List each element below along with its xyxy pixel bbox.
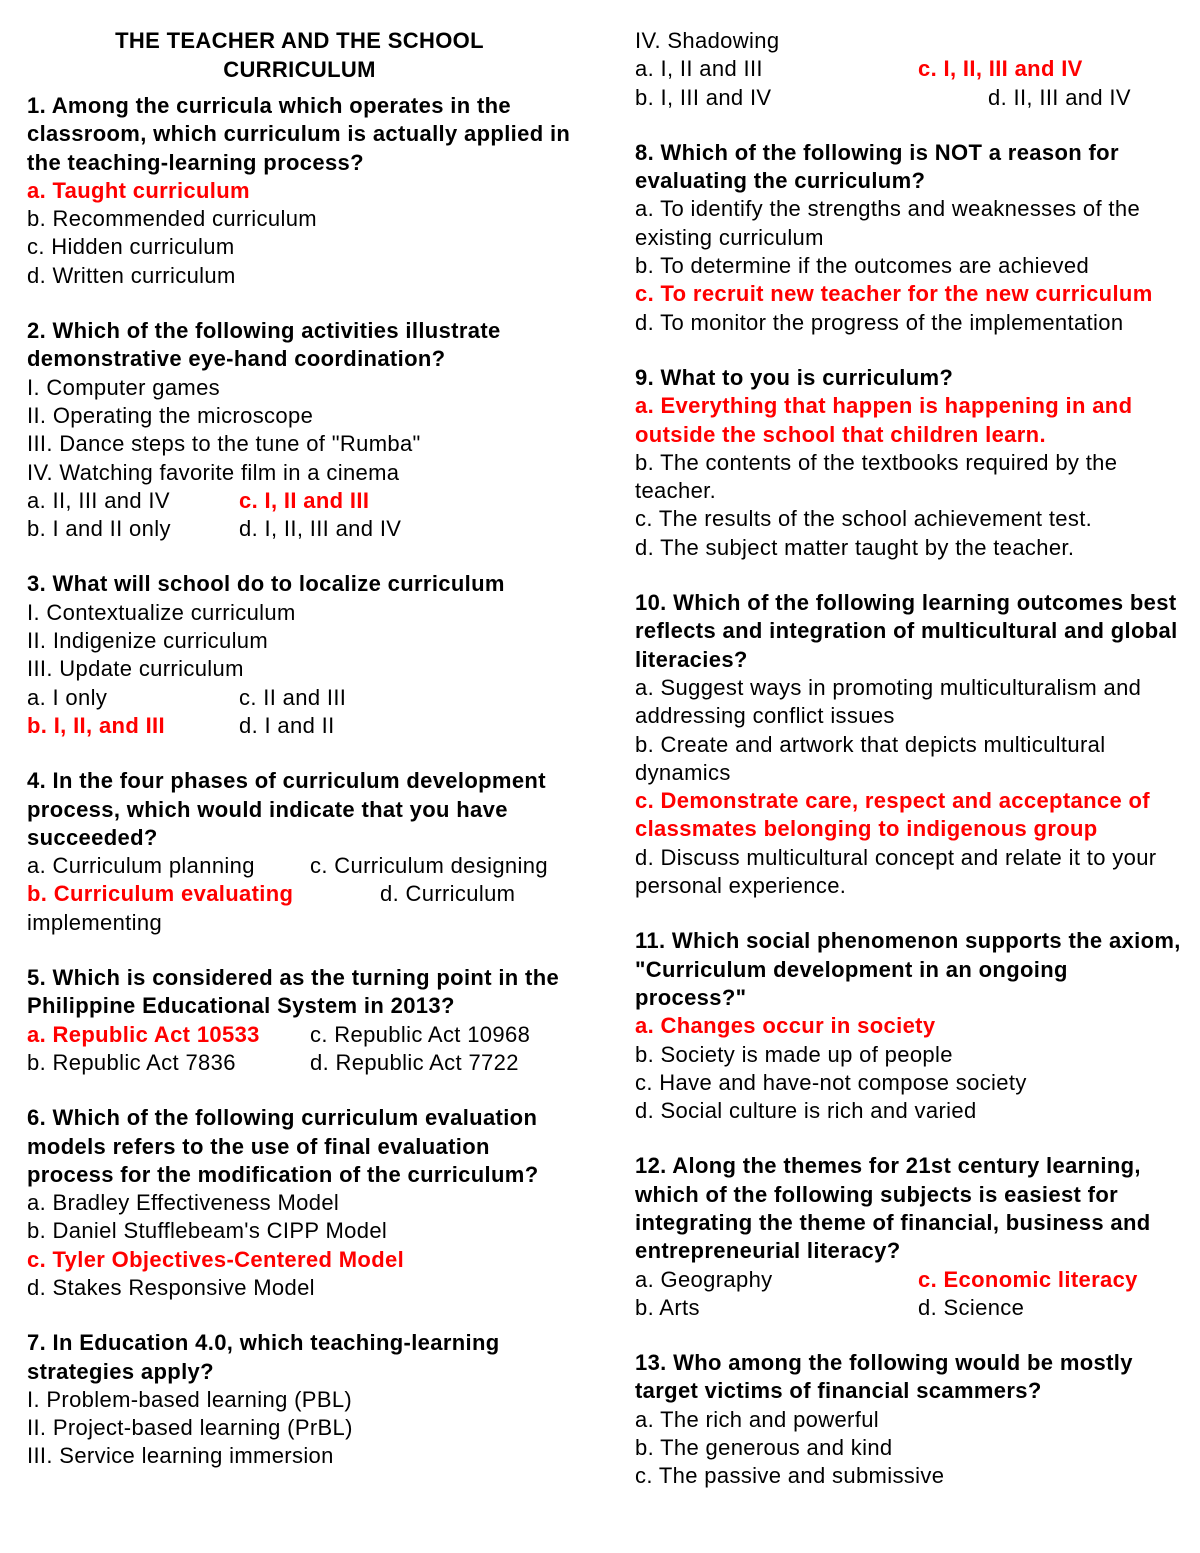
question-2 [27, 317, 572, 543]
q2-item-1: I. Computer games [27, 374, 221, 400]
left-column [27, 27, 572, 1498]
q11-option-a-answer: a. Changes occur in society [635, 1013, 936, 1039]
q13-option-a: a. The rich and powerful [635, 1406, 880, 1432]
q6-option-d: d. Stakes Responsive Model [27, 1274, 315, 1300]
q5-option-a-answer: a. Republic Act 10533 [27, 1021, 260, 1047]
question-5-text: 5. Which is considered as the turning point in the Philippine Educational System in 2013? [27, 965, 560, 1019]
question-8 [635, 139, 1185, 337]
q9-option-a-answer: a. Everything that happen is happening in and outside the school that children learn. [635, 393, 1133, 447]
q9-option-b: b. The contents of the textbooks required by the teacher. [635, 449, 1118, 504]
question-9-text: 9. What to you is curriculum? [635, 364, 954, 390]
q8-option-c-answer: c. To recruit new teacher for the new curriculum [635, 281, 1153, 307]
q4-option-c: c. Curriculum designing [310, 853, 548, 879]
question-7-continued [635, 27, 1185, 112]
q2-option-c-answer: c. I, II and III [239, 487, 370, 513]
q7-item-3: III. Service learning immersion [27, 1443, 334, 1469]
q12-options-row-2 [635, 1294, 1185, 1322]
q10-option-d: d. Discuss multicultural concept and relate it to your personal experience. [635, 844, 1157, 899]
question-2-text: 2. Which of the following activities illustrate demonstrative eye-hand coordination? [27, 318, 501, 372]
q1-option-a-answer: a. Taught curriculum [27, 177, 250, 203]
q7-item-4: IV. Shadowing [635, 28, 780, 53]
q2-options-row-2 [27, 515, 572, 543]
question-12-text: 12. Along the themes for 21st century learning, which of the following subjects is easiest for integrating the theme of financial, business and entrepreneurial literacy? [635, 1153, 1151, 1264]
q12-option-a: a. Geography [635, 1266, 773, 1292]
question-10 [635, 589, 1185, 900]
q8-option-b: b. To determine if the outcomes are achieved [635, 253, 1090, 279]
q12-options-row-1 [635, 1266, 1185, 1294]
q3-option-a: a. I only [27, 684, 108, 710]
q5-options-row-1 [27, 1021, 572, 1049]
q6-option-b: b. Daniel Stufflebeam's CIPP Model [27, 1218, 388, 1244]
question-11 [635, 927, 1185, 1125]
q5-option-c: c. Republic Act 10968 [310, 1021, 531, 1047]
question-13-text: 13. Who among the following would be mostly target victims of financial scammers? [635, 1350, 1133, 1404]
q3-option-d: d. I and II [239, 712, 335, 738]
question-8-text: 8. Which of the following is NOT a reason for evaluating the curriculum? [635, 139, 1119, 194]
q7-item-2: II. Project-based learning (PrBL) [27, 1415, 353, 1441]
question-13 [635, 1349, 1185, 1490]
q1-option-c: c. Hidden curriculum [27, 234, 235, 260]
q2-option-b: b. I and II only [27, 516, 171, 542]
q2-option-a: a. II, III and IV [27, 487, 170, 513]
question-9 [635, 364, 1185, 562]
q11-option-c: c. Have and have-not compose society [635, 1069, 1027, 1095]
question-4 [27, 767, 572, 937]
q5-option-d: d. Republic Act 7722 [310, 1049, 519, 1075]
question-4-text: 4. In the four phases of curriculum development process, which would indicate that you have succeeded? [27, 768, 546, 850]
q12-option-d: d. Science [918, 1294, 1025, 1320]
q12-option-b: b. Arts [635, 1294, 700, 1320]
question-7-text: 7. In Education 4.0, which teaching-learning strategies apply? [27, 1330, 500, 1384]
q7-option-b: b. I, III and IV [635, 84, 772, 110]
q4-option-a: a. Curriculum planning [27, 853, 255, 879]
q6-option-a: a. Bradley Effectiveness Model [27, 1190, 340, 1216]
q8-option-d: d. To monitor the progress of the implementation [635, 309, 1124, 335]
q10-option-a: a. Suggest ways in promoting multiculturalism and addressing conflict issues [635, 674, 1142, 729]
q4-options-row-1 [27, 852, 572, 880]
q7-options-row-1 [635, 55, 1185, 83]
q7-item-1: I. Problem-based learning (PBL) [27, 1386, 353, 1412]
q11-option-b: b. Society is made up of people [635, 1041, 953, 1067]
q2-option-d: d. I, II, III and IV [239, 516, 402, 542]
question-6-text: 6. Which of the following curriculum evaluation models refers to the use of final evaluation process for the modification of the curriculum? [27, 1105, 539, 1187]
q2-item-2: II. Operating the microscope [27, 402, 314, 428]
q4-options-row-2 [27, 880, 572, 937]
question-1 [27, 92, 572, 290]
q8-option-a: a. To identify the strengths and weaknesses of the existing curriculum [635, 196, 1141, 250]
title-line-2: CURRICULUM [223, 56, 376, 82]
q3-item-1: I. Contextualize curriculum [27, 599, 296, 625]
question-5 [27, 964, 572, 1077]
question-10-text: 10. Which of the following learning outcomes best reflects and integration of multicultural and global literacies? [635, 590, 1178, 672]
question-3 [27, 570, 572, 740]
q3-options-row-1 [27, 684, 572, 712]
q7-option-a: a. I, II and III [635, 56, 763, 82]
question-12 [635, 1152, 1185, 1322]
q10-option-b: b. Create and artwork that depicts multicultural dynamics [635, 731, 1106, 785]
q2-item-4: IV. Watching favorite film in a cinema [27, 459, 400, 485]
right-column [635, 27, 1185, 1518]
q11-option-d: d. Social culture is rich and varied [635, 1098, 977, 1124]
q7-option-d: d. II, III and IV [988, 84, 1131, 110]
question-7 [27, 1329, 572, 1470]
q3-option-b-answer: b. I, II, and III [27, 712, 165, 738]
q9-option-c: c. The results of the school achievement test. [635, 506, 1093, 532]
question-11-text: 11. Which social phenomenon supports the axiom, "Curriculum development in an ongoing process?" [635, 928, 1181, 1010]
q7-option-c-answer: c. I, II, III and IV [918, 56, 1083, 82]
q9-option-d: d. The subject matter taught by the teacher. [635, 534, 1075, 560]
q1-option-d: d. Written curriculum [27, 262, 236, 288]
q10-option-c-answer: c. Demonstrate care, respect and acceptance of classmates belonging to indigenous group [635, 788, 1150, 842]
q13-option-c: c. The passive and submissive [635, 1463, 945, 1489]
q4-option-b-answer: b. Curriculum evaluating [27, 881, 294, 907]
document-title [27, 27, 572, 84]
q3-options-row-2 [27, 712, 572, 740]
q12-option-c-answer: c. Economic literacy [918, 1266, 1138, 1292]
question-3-text: 3. What will school do to localize curriculum [27, 571, 505, 597]
q1-option-b: b. Recommended curriculum [27, 206, 317, 232]
q5-option-b: b. Republic Act 7836 [27, 1049, 236, 1075]
q3-option-c: c. II and III [239, 684, 347, 710]
q3-item-3: III. Update curriculum [27, 656, 244, 682]
q13-option-b: b. The generous and kind [635, 1435, 893, 1461]
q2-item-3: III. Dance steps to the tune of "Rumba" [27, 431, 421, 457]
q4-option-d: d. Curriculum implementing [27, 881, 516, 935]
q6-option-c-answer: c. Tyler Objectives-Centered Model [27, 1246, 405, 1272]
q5-options-row-2 [27, 1049, 572, 1077]
q2-options-row-1 [27, 487, 572, 515]
q7-options-row-2 [635, 84, 1185, 112]
question-6 [27, 1104, 572, 1302]
q3-item-2: II. Indigenize curriculum [27, 628, 269, 654]
title-line-1: THE TEACHER AND THE SCHOOL [115, 28, 484, 53]
question-1-text: 1. Among the curricula which operates in the classroom, which curriculum is actually applied in the teaching-learning process? [27, 93, 571, 175]
